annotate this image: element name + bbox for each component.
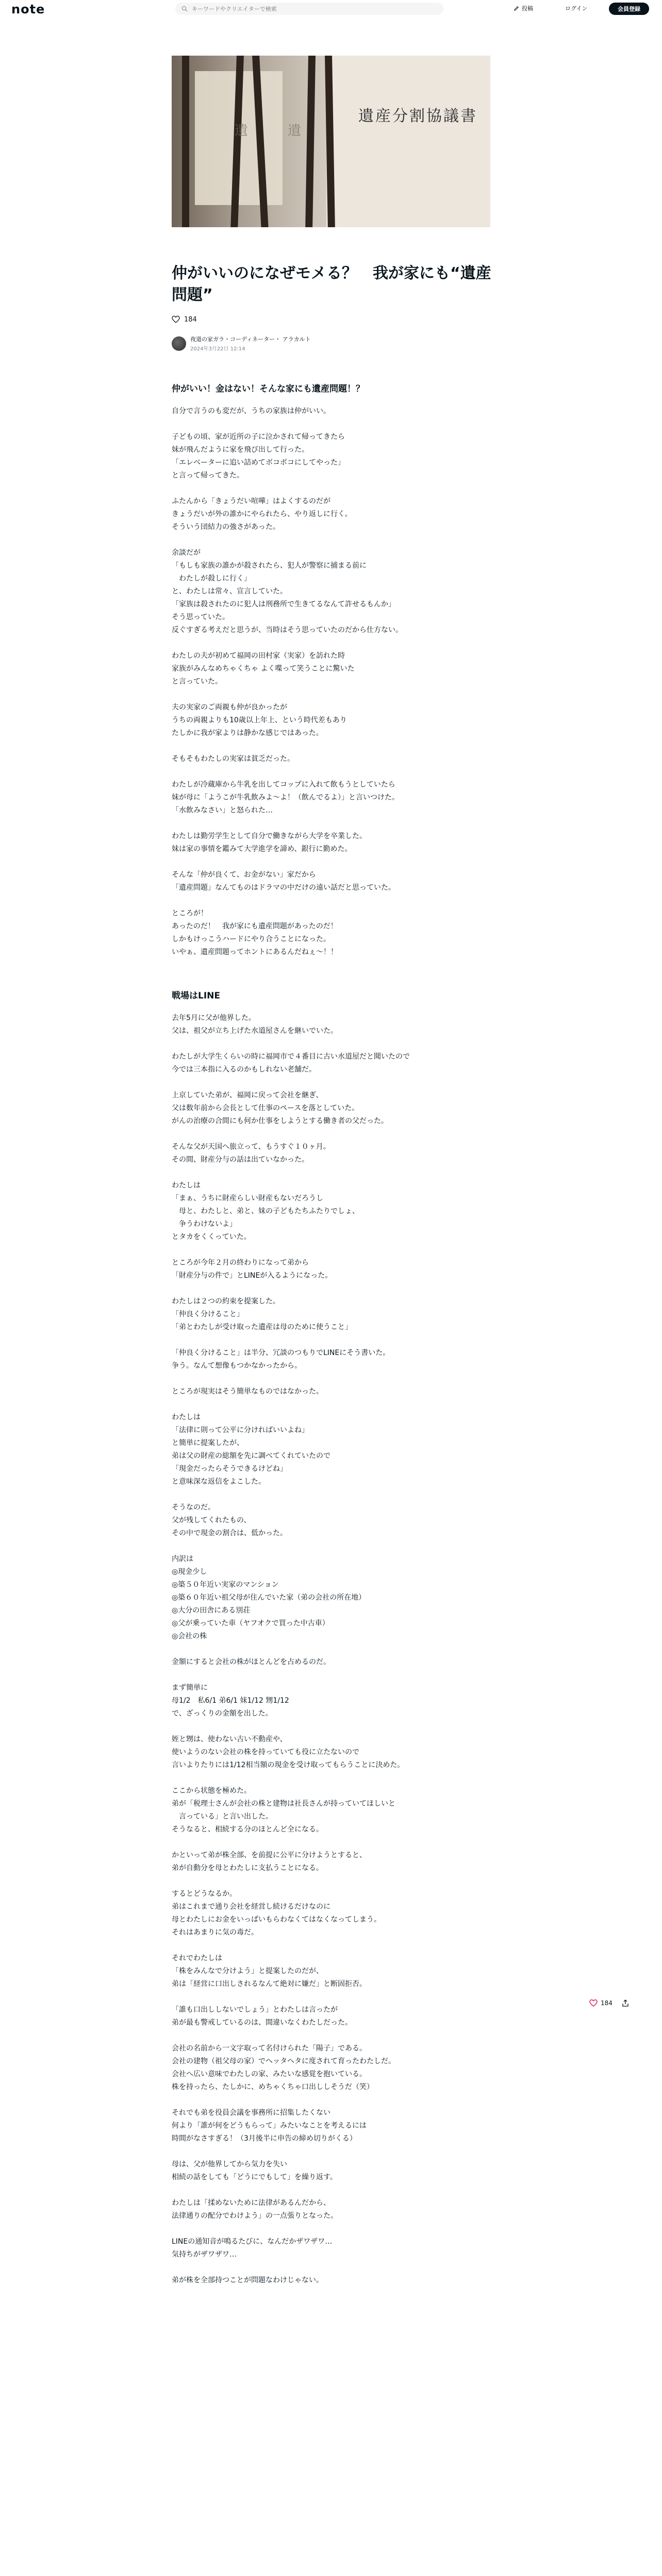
article-paragraph: ふたんから「きょうだい喧嘩」はよくするのだが きょうだいが外の誰かにやられたら、やり返しに行く。 そういう団結力の強さがあった。 [172, 497, 352, 531]
post-button[interactable] [514, 4, 533, 12]
article-paragraph: 会社の名前から一文字取って名付けられた「陽子」である。 会社の建物（祖父母の家）でヘッタヘタに度されて育ったわたしだ。 会社へ広い意味でわたしの家、みたいな感覚を抱いている。 株を持ったら、たしかに、めちゃくちゃ口出ししそうだ（笑） [172, 2044, 395, 2091]
search-icon [181, 6, 188, 12]
article-paragraph: わたしが大学生くらいの時に福岡市で４番目に古い水道屋だと聞いたので 今では三本指に入るのかもしれない老舗だ。 [172, 1053, 410, 1074]
article-paragraph: するとどうなるか。 弟はこれまで通り会社を経営し続けるだけなのに 母とわたしにお金をいっぱいもらわなくてはなくなってしまう。 それはあまりに気の毒だ。 [172, 1890, 381, 1937]
article-paragraph: 余談だが 「もしも家族の誰かが殺されたら、犯人が警察に捕まる前に わたしが殺しに行く」 と、わたしは常々、宣言していた。 「家族は殺されたのに犯人は刑務所で生きてるなんて許せるもんか」 そう思っていた。 反ぐすぎる考えだと思うが、当時はそう思っていたのだから仕方ない。 [172, 549, 403, 634]
article-paragraph: 「誰も口出ししないでしょう」とわたしは言ったが 弟が最も警戒しているのは、間違いなくわたしだった。 [172, 2006, 352, 2027]
search-input[interactable] [192, 6, 439, 12]
section-heading: 仲がいい！金はない！そんな家にも遺産問題！？ [172, 384, 365, 394]
article-paragraph: ところが今年２月の終わりになって弟から 「財産分与の件で」とLINEが入るようになった。 [172, 1259, 333, 1280]
article-paragraph: 子どもの頃、家が近所の子に泣かされて帰ってきたら 妹が飛んだように家を飛び出して行った。 「エレベーターに追い詰めてボコボコにしてやった」 と言って帰ってきた。 [172, 433, 345, 480]
search-bar[interactable] [175, 3, 443, 15]
article-paragraph: わたしの夫が初めて福岡の田村家（実家）を訪れた時 家族がみんなめちゃくちゃ よく喋って笑うことに驚いた と言っていた。 [172, 652, 355, 686]
article-paragraph: 「仲良く分けること」は半分、冗談のつもりでLINEにそう書いた。 争う。なんて想像もつかなかったから。 [172, 1349, 390, 1370]
author-name[interactable]: 夜道の家ガラ・コーディネーター・ アラカルト [190, 336, 311, 343]
article-title: 仲がいいのになぜモメる？ 我が家にも“遺産問題” [172, 264, 491, 304]
login-button[interactable]: ログイン [565, 5, 588, 12]
article-paragraph: 去年5月に父が他界した。 父は、祖父が立ち上げた水道屋さんを継いでいた。 [172, 1014, 338, 1035]
heart-icon [589, 1999, 598, 2007]
post-label: 投稿 [522, 5, 533, 12]
article-paragraph: LINEの通知音が鳴るたびに、なんだかザワザワ… 気持ちがザワザワ… [172, 2238, 333, 2259]
article-paragraph: そもそもわたしの実家は貧乏だった。 [172, 755, 294, 763]
article-paragraph: わたしは２つの約束を提案した。 「仲良く分けること」 「弟とわたしが受け取った遺産は母のために使うこと」 [172, 1297, 352, 1331]
floating-like-count: 184 [601, 1999, 613, 2007]
hero-faint-char: 遺 [288, 123, 302, 139]
article-paragraph: わたしは 「法律に則って公平に分ければいいよね」 と簡単に提案したが、 弟は父の財産の総額を先に調べてくれていたので 「現金だったらそうできるけどね」 と意味深な返信をよこした。 [172, 1413, 330, 1486]
article-paragraph: わたしは勤労学生として自分で働きながら大学を卒業した。 妹は家の事情を鑑みて大学進学を諦め、銀行に勤めた。 [172, 832, 367, 853]
hero-sign-text: 遺産分割協議書 [358, 107, 477, 125]
article-body [172, 382, 490, 2300]
article-paragraph: それでわたしは 「株をみんなで分けよう」と提案したのだが、 弟は「経営に口出しされるなんて絶対に嫌だ」と断固拒否。 [172, 1954, 367, 1988]
article-paragraph: かといって弟が株全部、を前提に公平に分けようとすると、 弟が自動分を母とわたしに支払うことになる。 [172, 1851, 367, 1872]
article-paragraph: わたしが冷蔵庫から牛乳を出してコップに入れて飲もうとしていたら 妹が母に「ようこが牛乳飲みよ〜よ！（飲んでるよ）」と言いつけた。 「水飲みなさい」と怒られた… [172, 781, 399, 815]
signup-button[interactable]: 会員登録 [609, 3, 649, 15]
hero-faint-char: 遺 [235, 123, 249, 139]
heart-icon [172, 315, 180, 324]
top-bar [0, 0, 662, 18]
pen-icon [514, 6, 519, 11]
share-button[interactable] [621, 1999, 630, 2009]
article-paragraph: 母は、父が他界してから気力を失い 相続の話をしても「どうにでもして」を繰り返す。 [172, 2160, 337, 2181]
article-paragraph: 上京していた弟が、福岡に戻って会社を継ぎ、 父は数年前から会長として仕事のペースを落としていた。 がんの治療の合間にも何か仕事をしようとする働き者の父だった。 [172, 1091, 388, 1125]
article-paragraph: そうなのだ。 父が残してくれたもの、 その中で現金の割合は、低かった。 [172, 1503, 287, 1537]
author-info[interactable] [172, 335, 311, 352]
article-paragraph: 自分で言うのも変だが、うちの家族は仲がいい。 [172, 407, 330, 415]
article-paragraph: 夫の実家のご両親も仲が良かったが うちの両親よりも10歳以上年上、という時代差もあり たしかに我が家よりは静かな感じではあった。 [172, 703, 347, 737]
like-count: 184 [184, 315, 197, 324]
floating-like-button[interactable] [589, 1999, 613, 2007]
share-icon [621, 1999, 630, 2007]
article-paragraph: ところが！ あったのだ！ 我が家にも遺産問題があったのだ！ しかもけっこうハードにやり合うことになった。 いやぁ、遺産問題ってホントにあるんだねぇ〜！！ [172, 909, 338, 956]
article-paragraph: わたしは 「まぁ、うちに財産らしい財産もないだろうし 母と、わたしと、弟と、妹の子どもたちふたりでしょ、 争うわけないよ」 とタカをくくっていた。 [172, 1181, 359, 1241]
article-paragraph: そんな「仲が良くて、お金がない」家だから 「遺産問題」なんてものはドラマの中だけの遠い話だと思っていた。 [172, 871, 395, 892]
article-paragraph: 金額にすると会社の株がほとんどを占めるのだ。 [172, 1658, 330, 1666]
avatar[interactable] [172, 336, 186, 351]
article-paragraph: ところが現実はそう簡単なものではなかった。 [172, 1387, 323, 1396]
article-paragraph: わたしは「揉めないために法律があるんだから、 法律通りの配分でわけよう」の一点張りとなった。 [172, 2199, 338, 2220]
hero-paper-right [326, 56, 490, 227]
hero-image [172, 56, 490, 227]
article-paragraph: まず簡単に 母1/2 私6/1 弟6/1 妹1/12 甥1/12 で、ざっくりの金額を出した。 [172, 1684, 289, 1718]
article-paragraph: 内訳は ◎現金少し ◎築５０年近い実家のマンション ◎築６０年近い祖父母が住んでいた家（弟の会社の所在地） ◎大分の田舎にある別荘 ◎父が乗っていた車（ヤフオクで買った中古車） ◎会社の株 [172, 1555, 366, 1640]
article-paragraph: 姪と甥は、使わない古い不動産や、 使いようのない会社の株を持っていても役に立たないので 言いよりたりには1/12相当額の現金を受け取ってもらうことに決めた。 [172, 1735, 405, 1769]
like-button[interactable] [172, 315, 197, 324]
note-logo[interactable]: note [11, 2, 45, 16]
publish-date: 2024年3月22日 12:14 [190, 346, 245, 352]
article-paragraph: ここから状態を極めた。 弟が「税理士さんが会社の株と建物は社長さんが持っていてほしいと 言っている」と言い出した。 そうなると、相続する分のほとんど全になる。 [172, 1787, 395, 1834]
hero-stick [305, 56, 316, 227]
hero-stick [182, 56, 189, 227]
section-heading: 戦場はLINE [172, 991, 220, 1001]
article-paragraph: 弟が株を全部持つことが問題なわけじゃない。 [172, 2276, 323, 2284]
article-paragraph: そんな父が天国へ旅立って、もうすぐ１０ヶ月。 その間、財産分与の話は出ていなかった。 [172, 1143, 330, 1164]
article-paragraph: それでも弟を役員会議を事務所に招集したくない 何より「誰が何をどうもらって」みたいなことを考えるには 時間がなさすぎる！（3月後半に申告の締め切りがくる） [172, 2109, 367, 2143]
